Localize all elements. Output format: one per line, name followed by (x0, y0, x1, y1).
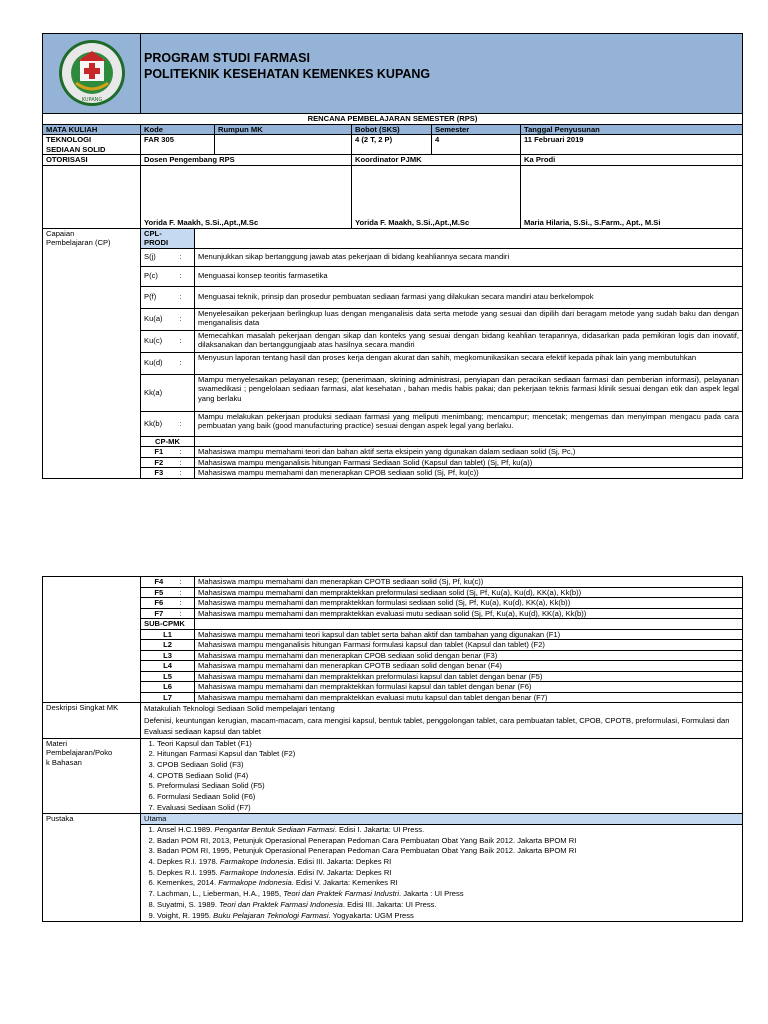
colon: : (177, 248, 195, 266)
capaian-continued-table (42, 576, 743, 703)
cpl-code: S(j) (141, 248, 177, 266)
list-item: 8. Suyatmi, S. 1989. Teori dan Praktek Farmasi Indonesia. Edisi III. Jakarta: UI Press. (157, 900, 739, 911)
colon: : (177, 598, 195, 609)
cpl-prodi-label: CPL- PRODI (141, 228, 195, 248)
detail-table (42, 702, 743, 922)
list-item: 1. Ansel H.C.1989. Pengantar Bentuk Sediaan Farmasi. Edisi I. Jakarta: UI Press. (157, 825, 739, 836)
subcpmk-text: Mahasiswa mampu menganalisis hitungan Farmasi formulasi kapsul dan tablet (Kapsul dan tablet) (F2) (195, 640, 743, 651)
list-item: 2. Hitungan Farmasi Kapsul dan Tablet (F2) (157, 749, 739, 760)
otorisasi-spacer (43, 165, 141, 228)
program-title: PROGRAM STUDI FARMASI (144, 51, 310, 65)
list-item: 4. CPOTB Sediaan Solid (F4) (157, 771, 739, 782)
cpmk-text: Mahasiswa mampu memahami dan mempraktekkan preformulasi sediaan solid (Sj, Pf, Ku(a), Ku(d), KK(a), Kk(b)) (195, 587, 743, 598)
capaian-label: Capaian Pembelajaran (CP) (43, 228, 141, 478)
colon: : (177, 608, 195, 619)
list-item: 6. Kemenkes, 2014. Farmakope Indonesia. Edisi V. Jakarta: Kemenkes RI (157, 878, 739, 889)
list-item: 9. Voight, R. 1995. Buku Pelajaran Teknologi Farmasi. Yogyakarta: UGM Press (157, 911, 739, 922)
subcpmk-spacer (195, 619, 743, 630)
cpl-code: P(c) (141, 266, 177, 286)
colon: : (177, 457, 195, 468)
colon: : (177, 352, 195, 374)
cpmk-code: F3 (141, 468, 177, 479)
cpmk-text: Mahasiswa mampu memahami dan mempraktekkan formulasi sediaan solid (Sj, Pf, Ku(a), Ku(d), KK(a), Kk(b)) (195, 598, 743, 609)
subcpmk-code: L3 (141, 650, 195, 661)
cpmk-code: F7 (141, 608, 177, 619)
dosen-name: Yorida F. Maakh, S.Si.,Apt.,M.Sc (141, 165, 352, 228)
rps-header-table (42, 33, 743, 229)
list-item: 3. CPOB Sediaan Solid (F3) (157, 760, 739, 771)
cpmk-label: CP-MK (141, 436, 195, 447)
subcpmk-text: Mahasiswa mampu memahami dan mempraktekkan formulasi kapsul dan tablet dengan benar (F6) (195, 682, 743, 693)
cpmk-code: F6 (141, 598, 177, 609)
course-kode: FAR 305 (141, 135, 215, 155)
colon: : (177, 447, 195, 458)
colon: : (177, 468, 195, 479)
capaian-continued-spacer (43, 577, 141, 703)
subcpmk-code: L1 (141, 629, 195, 640)
cpl-text: Mampu melakukan pekerjaan produksi sediaan farmasi yang meliputi menimbang; mencampur; mencetak; mengemas dan menyimpan mengacu pada cara pembuatan yang baik (good manufacturing practice) sesuai dengan aspek legal yang berlaku. (195, 411, 743, 436)
course-rumpun (215, 135, 352, 155)
capaian-table (42, 228, 743, 479)
subcpmk-text: Mahasiswa mampu memahami dan mempraktekkan preformulasi kapsul dan tablet dengan benar (F5) (195, 671, 743, 682)
materi-label: Materi Pembelajaran/Poko k Bahasan (43, 738, 141, 814)
colon: : (177, 411, 195, 436)
colon: : (177, 286, 195, 308)
cpl-code: Ku(d) (141, 352, 177, 374)
poltekkes-logo-icon (58, 39, 126, 107)
page-1 (42, 33, 742, 479)
materi-list (141, 738, 743, 814)
list-item: 5. Preformulasi Sediaan Solid (F5) (157, 781, 739, 792)
cpl-text: Memecahkan masalah pekerjaan dengan sikap dan konteks yang sesuai dengan bidang keahlian terapannya, didasarkan pada pemikiran logis dan inovatif, dilaksanakan dan bertanggungjaab atas hasilnya secara mandiri (195, 330, 743, 352)
cpmk-code: F4 (141, 577, 177, 588)
page-2 (42, 576, 742, 922)
subcpmk-text: Mahasiswa mampu memahami teori kapsul dan tablet serta bahan aktif dan tambahan yang digunakan (F1) (195, 629, 743, 640)
koordinator-label: Koordinator PJMK (352, 155, 521, 166)
colon (177, 374, 195, 411)
kaprodi-name: Maria Hilaria, S.Si., S.Farm., Apt., M.Si (521, 165, 743, 228)
list-item: 7. Evaluasi Sediaan Solid (F7) (157, 803, 739, 814)
pustaka-utama-label: Utama (141, 814, 743, 825)
dosen-label: Dosen Pengembang RPS (141, 155, 352, 166)
colon: : (177, 266, 195, 286)
course-tanggal: 11 Februari 2019 (521, 135, 743, 155)
pustaka-list (141, 824, 743, 921)
course-semester: 4 (432, 135, 521, 155)
cpmk-text: Mahasiswa mampu memahami dan mempraktekkan evaluasi mutu sediaan solid (Sj, Pf, Ku(a), Ku(d), KK(a), Kk(b)) (195, 608, 743, 619)
cpl-code: P(f) (141, 286, 177, 308)
col-semester: Semester (432, 124, 521, 135)
col-tanggal: Tanggal Penyusunan (521, 124, 743, 135)
list-item: 6. Formulasi Sediaan Solid (F6) (157, 792, 739, 803)
deskripsi-text: Matakuliah Teknologi Sediaan Solid mempelajari tentang Defenisi, keuntungan kerugian, macam-macam, cara mengisi kapsul, bentuk tablet, penggolongan tablet, cara pembuatan tablet, CPOB, CPOTB, preformulasi, Formulasi dan Evaluasi sediaan kapsul dan tablet (141, 703, 743, 739)
course-bobot: 4 (2 T, 2 P) (352, 135, 432, 155)
cpmk-text: Mahasiswa mampu memahami dan menerapkan CPOB sediaan solid (Sj, Pf, ku(c)) (195, 468, 743, 479)
cpl-code: Kk(a) (141, 374, 177, 411)
colon: : (177, 330, 195, 352)
cpmk-code: F1 (141, 447, 177, 458)
list-item: 5. Depkes R.I. 1995. Farmakope Indonesia. Edisi IV. Jakarta: Depkes RI (157, 868, 739, 879)
cpmk-spacer (195, 436, 743, 447)
cpmk-code: F2 (141, 457, 177, 468)
subcpmk-code: L4 (141, 661, 195, 672)
otorisasi-label: OTORISASI (43, 155, 141, 166)
col-kode: Kode (141, 124, 215, 135)
colon: : (177, 587, 195, 598)
list-item: 1. Teori Kapsul dan Tablet (F1) (157, 739, 739, 750)
cpmk-text: Mahasiswa mampu memahami teori dan bahan aktif serta eksipein yang dgunakan dalam sediaan solid (Sj, Pc,) (195, 447, 743, 458)
list-item: 4. Depkes R.I. 1978. Farmakope Indonesia. Edisi III. Jakarta: Depkes RI (157, 857, 739, 868)
colon: : (177, 577, 195, 588)
program-title-cell (141, 34, 743, 114)
koordinator-name: Yorida F. Maakh, S.Si.,Apt.,M.Sc (352, 165, 521, 228)
cpl-text: Menguasai konsep teoritis farmasetika (195, 266, 743, 286)
course-name: TEKNOLOGI SEDIAAN SOLID (43, 135, 141, 155)
subcpmk-code: L7 (141, 692, 195, 703)
cpl-code: Kk(b) (141, 411, 177, 436)
subcpmk-text: Mahasiswa mampu memahami dan menerapkan CPOTB sediaan solid dengan benar (F4) (195, 661, 743, 672)
subcpmk-text: Mahasiswa mampu memahami dan mempraktekkan evaluasi mutu kapsul dan tablet dengan benar (F7) (195, 692, 743, 703)
col-rumpun: Rumpun MK (215, 124, 352, 135)
pustaka-label: Pustaka (43, 814, 141, 922)
rps-title: RENCANA PEMBELAJARAN SEMESTER (RPS) (43, 114, 743, 125)
cpl-code: Ku(c) (141, 330, 177, 352)
subcpmk-code: L5 (141, 671, 195, 682)
col-mata-kuliah: MATA KULIAH (43, 124, 141, 135)
cpl-text: Menunjukkan sikap bertanggung jawab atas pekerjaan di bidang keahliannya secara mandiri (195, 248, 743, 266)
cpmk-text: Mahasiswa mampu menganalisis hitungan Farmasi Sediaan Solid (Kapsul dan tablet) (Sj, Pf, ku(a)) (195, 457, 743, 468)
cpl-text: Menyelesaikan pekerjaan berlingkup luas dengan menganalisis data serta metode yang sesuai dan dipilih dari beragam metode yang sudah baku dan dengan menganalisis data (195, 308, 743, 330)
cpl-prodi-spacer (195, 228, 743, 248)
cpmk-text: Mahasiswa mampu memahami dan menerapkan CPOTB sediaan solid (Sj, Pf, ku(c)) (195, 577, 743, 588)
subcpmk-code: L6 (141, 682, 195, 693)
colon: : (177, 308, 195, 330)
deskripsi-label: Deskripsi Singkat MK (43, 703, 141, 739)
subcpmk-text: Mahasiswa mampu memahami dan menerapkan CPOB sediaan solid dengan benar (F3) (195, 650, 743, 661)
institution-title: POLITEKNIK KESEHATAN KEMENKES KUPANG (144, 67, 431, 81)
subcpmk-label: SUB-CPMK (141, 619, 195, 630)
col-bobot: Bobot (SKS) (352, 124, 432, 135)
cpl-text: Mampu menyelesaikan pelayanan resep; (penerimaan, skrining administrasi, penyiapan dan peracikan sediaan farmasi dan pemberian informasi), pelayanan swamedikasi ; pengelolaan sediaan farmasi, alat kesehatan , bahan medis habis pakai; dan pekerjaan teknis farmasi klinik sesuai dengan etik dan aspek legal yang berlaku (195, 374, 743, 411)
list-item: 3. Badan POM RI, 1995, Petunjuk Operasional Penerapan Pedoman Cara Pembuatan Obat Yang Baik 2012. Jakarta BPOM RI (157, 846, 739, 857)
list-item: 2. Badan POM RI, 2013, Petunjuk Operasional Penerapan Pedoman Cara Pembuatan Obat Yang Baik 2012. Jakarta BPOM RI (157, 836, 739, 847)
subcpmk-code: L2 (141, 640, 195, 651)
cpl-text: Menyusun laporan tentang hasil dan proses kerja dengan akurat dan sahih, megkomunikasikan secara efektif kepada pihak lain yang membutuhkan (195, 352, 743, 374)
cpl-code: Ku(a) (141, 308, 177, 330)
logo-cell (43, 34, 141, 114)
cpmk-code: F5 (141, 587, 177, 598)
kaprodi-label: Ka Prodi (521, 155, 743, 166)
list-item: 7. Lachman, L., Lieberman, H.A., 1985, Teori dan Praktek Farmasi Industri. Jakarta : UI Press (157, 889, 739, 900)
svg-text:KUPANG: KUPANG (81, 97, 102, 103)
cpl-text: Menguasai teknik, prinsip dan prosedur pembuatan sediaan farmasi yang dilakukan secara mandiri atau berkelompok (195, 286, 743, 308)
